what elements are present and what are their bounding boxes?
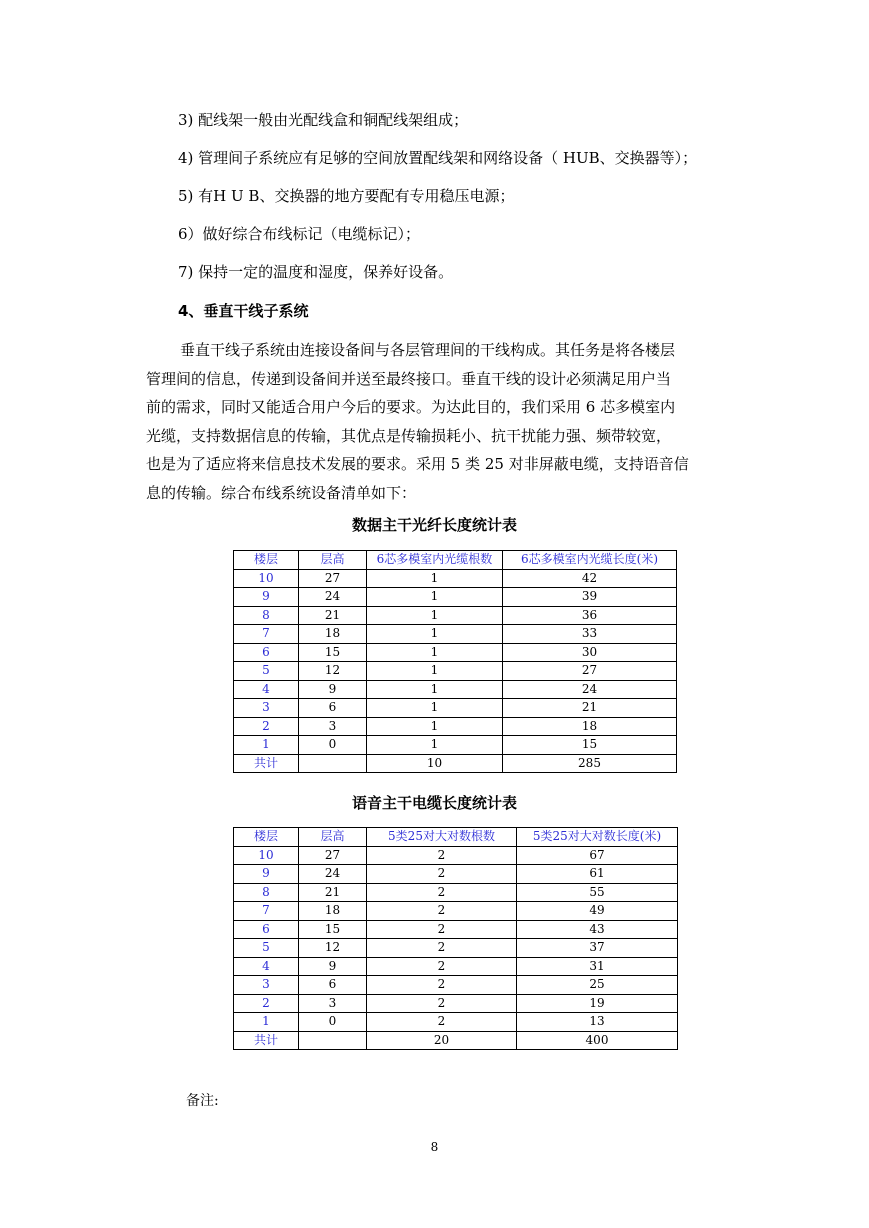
table-row: [234, 680, 677, 699]
table-cell: 1: [367, 643, 503, 662]
table-row: [234, 1013, 678, 1032]
table-header-cell: 6芯多模室内光缆根数: [367, 551, 503, 570]
table-cell: 2: [367, 1013, 517, 1032]
table-cell: 7: [234, 625, 299, 644]
table-cell: 18: [503, 717, 677, 736]
section-heading: 4、垂直干线子系统: [178, 302, 309, 320]
table-row: [234, 920, 678, 939]
table1-title: 数据主干光纤长度统计表: [351, 516, 517, 534]
table-cell: 21: [503, 699, 677, 718]
table-cell: 25: [517, 976, 678, 995]
table-cell: 43: [517, 920, 678, 939]
table-row: [234, 902, 678, 921]
table-cell: 31: [517, 957, 678, 976]
table-cell: 12: [299, 662, 367, 681]
table-cell: 6: [299, 699, 367, 718]
table-cell: 5: [234, 939, 299, 958]
table-cell: 9: [234, 588, 299, 607]
table-header-row: [234, 828, 678, 847]
table-cell: [299, 754, 367, 773]
table-row: [234, 625, 677, 644]
table-cell: 1: [367, 606, 503, 625]
list-item-5: 5) 有H U B、交换器的地方要配有专用稳压电源；: [178, 187, 515, 205]
table-cell: 0: [299, 1013, 367, 1032]
table-cell: 67: [517, 846, 678, 865]
table-cell: 55: [517, 883, 678, 902]
table-cell: 2: [367, 846, 517, 865]
table-cell: 1: [367, 736, 503, 755]
table-cell: 共计: [234, 1031, 299, 1050]
cable-length-table: [233, 827, 678, 1050]
paragraph-line: 垂直干线子系统由连接设备间与各层管理间的干线构成。其任务是将各楼层: [180, 341, 676, 359]
table-row: [234, 606, 677, 625]
table-header-cell: 楼层: [234, 828, 299, 847]
table-cell: 61: [517, 865, 678, 884]
table-cell: 21: [299, 883, 367, 902]
table-cell: 2: [367, 902, 517, 921]
table-cell: 1: [234, 1013, 299, 1032]
table-cell: 24: [503, 680, 677, 699]
table-cell: 400: [517, 1031, 678, 1050]
table-cell: 3: [234, 699, 299, 718]
table-header-cell: 5类25对大对数根数: [367, 828, 517, 847]
table-cell: 27: [299, 569, 367, 588]
table-header-cell: 层高: [299, 828, 367, 847]
table-cell: 9: [299, 680, 367, 699]
table-cell: 2: [367, 994, 517, 1013]
table-cell: 12: [299, 939, 367, 958]
table-row: [234, 939, 678, 958]
table-header-cell: 5类25对大对数长度(米): [517, 828, 678, 847]
table-row: [234, 699, 677, 718]
table-cell: 15: [299, 920, 367, 939]
table-row: [234, 736, 677, 755]
table-cell: 37: [517, 939, 678, 958]
table-cell: 10: [367, 754, 503, 773]
table-header-cell: 楼层: [234, 551, 299, 570]
table-row: [234, 865, 678, 884]
table-cell: 2: [367, 865, 517, 884]
table-cell: 1: [367, 588, 503, 607]
table-cell: 2: [367, 957, 517, 976]
table-cell: 6: [234, 643, 299, 662]
paragraph-line: 息的传输。综合布线系统设备清单如下：: [146, 483, 417, 502]
table-cell: 2: [367, 976, 517, 995]
table-cell: 21: [299, 606, 367, 625]
table-cell: 2: [234, 717, 299, 736]
table-cell: 24: [299, 588, 367, 607]
table-cell: 5: [234, 662, 299, 681]
table-cell: 27: [299, 846, 367, 865]
paragraph-line: 管理间的信息，传递到设备间并送至最终接口。垂直干线的设计必须满足用户当: [146, 369, 672, 388]
table-cell: 10: [234, 569, 299, 588]
body-paragraph: [146, 336, 746, 507]
table-cell: 1: [367, 717, 503, 736]
paragraph-line: 也是为了适应将来信息技术发展的要求。采用 5 类 25 对非屏蔽电缆，支持语音信: [146, 455, 689, 473]
table-cell: 285: [503, 754, 677, 773]
table-row: [234, 883, 678, 902]
list-item-4: 4) 管理间子系统应有足够的空间放置配线架和网络设备（ HUB、交换器等）；: [178, 149, 698, 167]
list-item-3: 3) 配线架一般由光配线盒和铜配线架组成；: [178, 111, 469, 129]
table-cell: 2: [367, 939, 517, 958]
table-cell: 19: [517, 994, 678, 1013]
table-cell: 8: [234, 606, 299, 625]
table-cell: 7: [234, 902, 299, 921]
table-cell: 49: [517, 902, 678, 921]
table-cell: 27: [503, 662, 677, 681]
table-header-cell: 6芯多模室内光缆长度(米): [503, 551, 677, 570]
table2-title: 语音主干电缆长度统计表: [351, 794, 517, 812]
table-cell: 1: [367, 662, 503, 681]
table-cell: 18: [299, 902, 367, 921]
table-cell: 18: [299, 625, 367, 644]
table-cell: 1: [367, 625, 503, 644]
table-cell: 8: [234, 883, 299, 902]
table-cell: 1: [234, 736, 299, 755]
table-row: [234, 662, 677, 681]
table-cell: 1: [367, 680, 503, 699]
table-cell: 39: [503, 588, 677, 607]
note-label: 备注:: [186, 1093, 219, 1109]
table-cell: 15: [299, 643, 367, 662]
table-cell: 3: [299, 994, 367, 1013]
table-cell: 20: [367, 1031, 517, 1050]
table-cell: 2: [367, 920, 517, 939]
paragraph-line: 前的需求，同时又能适合用户今后的要求。为达此目的，我们采用 6 芯多模室内: [146, 398, 676, 416]
list-item-7: 7) 保持一定的温度和湿度，保养好设备。: [178, 263, 454, 281]
table-row: [234, 569, 677, 588]
table-cell: 2: [234, 994, 299, 1013]
table-cell: 2: [367, 883, 517, 902]
table-cell: 共计: [234, 754, 299, 773]
page-number: 8: [430, 1140, 439, 1154]
paragraph-line: 光缆，支持数据信息的传输，其优点是传输损耗小、抗干扰能力强、频带较宽，: [146, 426, 672, 445]
table-cell: 33: [503, 625, 677, 644]
table-cell: 13: [517, 1013, 678, 1032]
table-row: [234, 976, 678, 995]
table-cell: 6: [299, 976, 367, 995]
table-cell: 4: [234, 957, 299, 976]
table-row: [234, 717, 677, 736]
table-header-row: [234, 551, 677, 570]
table-cell: 3: [234, 976, 299, 995]
table-cell: 0: [299, 736, 367, 755]
table-cell: 3: [299, 717, 367, 736]
table-row: [234, 994, 678, 1013]
table-row: [234, 846, 678, 865]
table-cell: 1: [367, 569, 503, 588]
fiber-length-table: [233, 550, 677, 773]
table-total-row: [234, 1031, 678, 1050]
table-cell: 4: [234, 680, 299, 699]
table-header-cell: 层高: [299, 551, 367, 570]
list-item-6: 6）做好综合布线标记（电缆标记）；: [178, 225, 421, 243]
table-cell: 42: [503, 569, 677, 588]
table-cell: 6: [234, 920, 299, 939]
table-cell: 30: [503, 643, 677, 662]
table-cell: 10: [234, 846, 299, 865]
table-cell: 1: [367, 699, 503, 718]
table-total-row: [234, 754, 677, 773]
table-cell: 9: [299, 957, 367, 976]
table-row: [234, 643, 677, 662]
table-cell: 15: [503, 736, 677, 755]
table-cell: [299, 1031, 367, 1050]
table-cell: 36: [503, 606, 677, 625]
table-row: [234, 957, 678, 976]
table-cell: 24: [299, 865, 367, 884]
table-cell: 9: [234, 865, 299, 884]
table-row: [234, 588, 677, 607]
